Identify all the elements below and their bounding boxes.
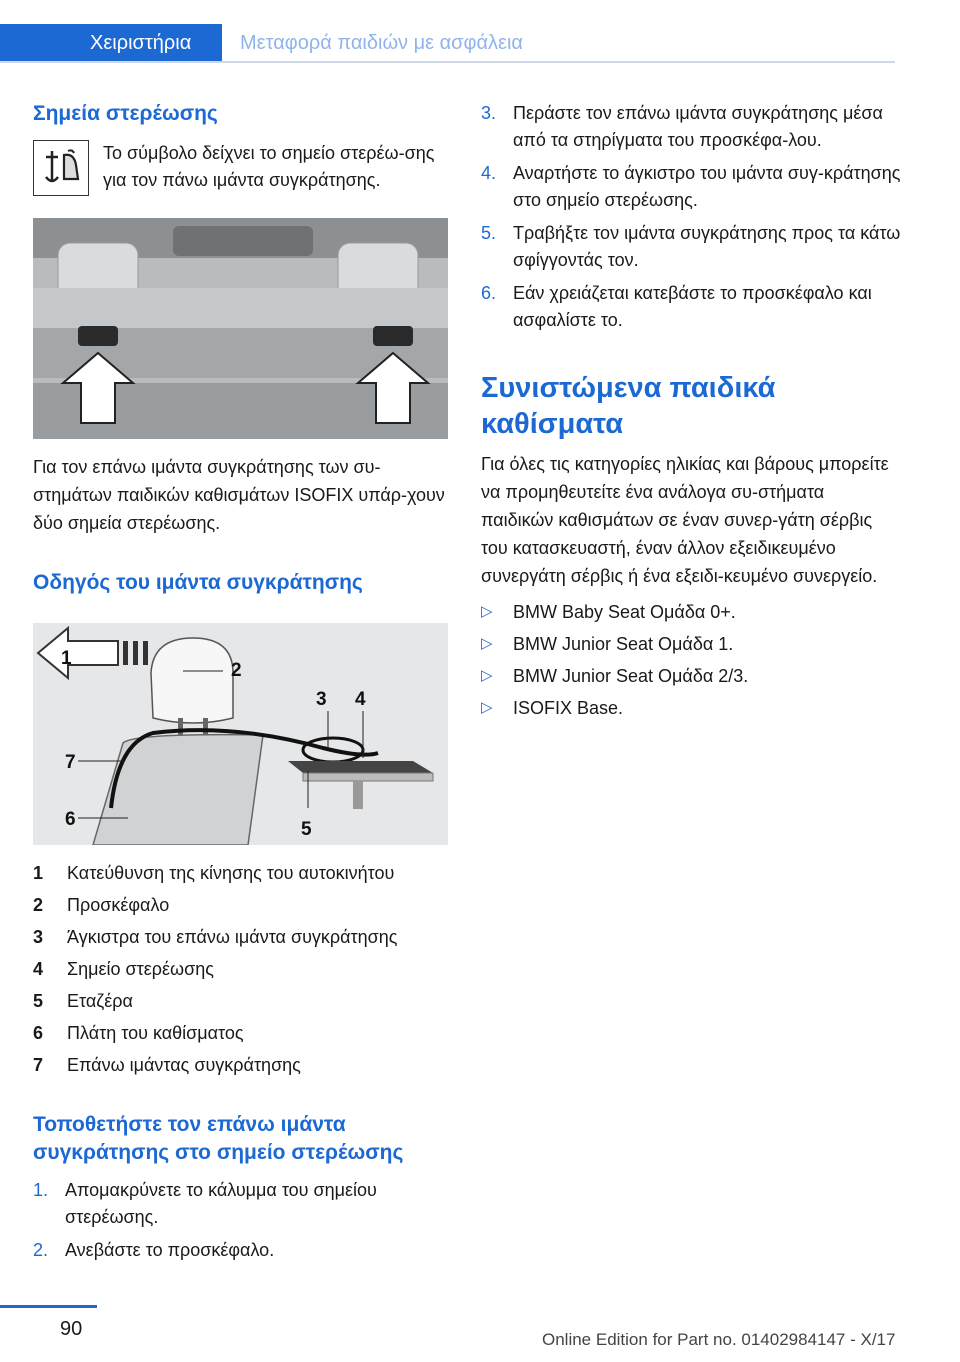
legend-item: 5 Εταζέρα (33, 991, 133, 1011)
anchor-heading: Σημεία στερέωσης (33, 102, 218, 125)
install-steps-left (33, 1177, 448, 1264)
step-item: 4. Αναρτήστε το άγκιστρο του ιμάντα συγ‐κράτησης στο σημείο στερέωσης. (481, 163, 901, 210)
callout-5: 5 (301, 819, 312, 840)
triangle-bullet-icon: ▷ (481, 699, 493, 716)
step-item: 1. Απομακρύνετε το κάλυμμα του σημείου στερέωσης. (33, 1180, 377, 1227)
legend-item: 2 Προσκέφαλο (33, 895, 170, 915)
callout-6: 6 (65, 809, 76, 830)
list-item: ▷ BMW Junior Seat Ομάδα 2/3. (481, 660, 901, 692)
triangle-bullet-icon: ▷ (481, 635, 493, 652)
right-column (481, 100, 901, 724)
header-divider (0, 61, 895, 63)
list-item: ▷ BMW Baby Seat Ομάδα 0+. (481, 596, 901, 628)
edition-note: Online Edition for Part no. 01402984147 - X/17 (542, 1330, 896, 1349)
step-item: 5. Τραβήξτε τον ιμάντα συγκράτησης προς τα κάτω σφίγγοντάς τον. (481, 223, 901, 270)
legend-item: 1 Κατεύθυνση της κίνησης του αυτοκινήτου (33, 863, 395, 883)
tether-anchor-symbol-icon (33, 140, 89, 196)
legend-item: 3 Άγκιστρα του επάνω ιμάντα συγκράτησης (33, 927, 398, 947)
diagram-legend (33, 857, 448, 1081)
callout-1: 1 (61, 648, 72, 669)
anchor-symbol-row (33, 140, 448, 196)
step-item: 6. Εάν χρειάζεται κατεβάστε το προσκέφαλο και ασφαλίστε το. (481, 283, 872, 330)
seats-text: Για όλες τις κατηγορίες ηλικίας και βάρους μπορείτε να προμηθευτείτε ένα ανάλογα συ‐στήματα παιδικών καθισμάτων σε έναν συνερ‐γάτη σέρβις του κατασκευαστή, έναν άλλον εξειδικευμένο συνεργάτη σέρβις ή ένα εξειδι‐κευμένο συνεργείο. (481, 454, 889, 586)
callout-7: 7 (65, 752, 76, 773)
seats-heading: Συνιστώμενα παιδικά καθίσματα (481, 372, 776, 440)
chapter-title: Μεταφορά παιδιών με ασφάλεια (240, 32, 523, 54)
left-column (33, 100, 448, 1270)
legend-item: 7 Επάνω ιμάντας συγκράτησης (33, 1055, 301, 1075)
install-heading: Τοποθετήστε τον επάνω ιμάντα συγκράτησης στο σημείο στερέωσης (33, 1113, 404, 1164)
legend-item: 4 Σημείο στερέωσης (33, 959, 214, 979)
symbol-description: Το σύμβολο δείχνει το σημείο στερέω‐σης για τον πάνω ιμάντα συγκράτησης. (103, 143, 435, 190)
triangle-bullet-icon: ▷ (481, 603, 493, 620)
list-item: ▷ BMW Junior Seat Ομάδα 1. (481, 628, 901, 660)
anchor-points-photo (33, 218, 448, 439)
guide-heading: Οδηγός του ιμάντα συγκράτησης (33, 571, 363, 594)
callout-2: 2 (231, 660, 242, 681)
legend-item: 6 Πλάτη του καθίσματος (33, 1023, 244, 1043)
step-item: 2. Ανεβάστε το προσκέφαλο. (33, 1240, 275, 1260)
isofix-text: Για τον επάνω ιμάντα συγκράτησης των συ‐στημάτων παιδικών καθισμάτων ISOFIX υπάρ‐χουν δύο σημεία στερέωσης. (33, 457, 445, 533)
tether-strap-diagram (33, 623, 448, 845)
page-number: 90 (60, 1318, 83, 1340)
callout-4: 4 (355, 689, 366, 710)
seat-list (481, 596, 901, 724)
page-header (0, 0, 960, 66)
triangle-bullet-icon: ▷ (481, 667, 493, 684)
callout-3: 3 (316, 689, 327, 710)
section-tab: Χειριστήρια (0, 24, 222, 62)
step-item: 3. Περάστε τον επάνω ιμάντα συγκράτησης μέσα από τα στηρίγματα του προσκέφα‐λου. (481, 103, 883, 150)
footer-divider (0, 1305, 97, 1308)
list-item: ▷ ISOFIX Base. (481, 692, 901, 724)
install-steps-right (481, 100, 901, 334)
